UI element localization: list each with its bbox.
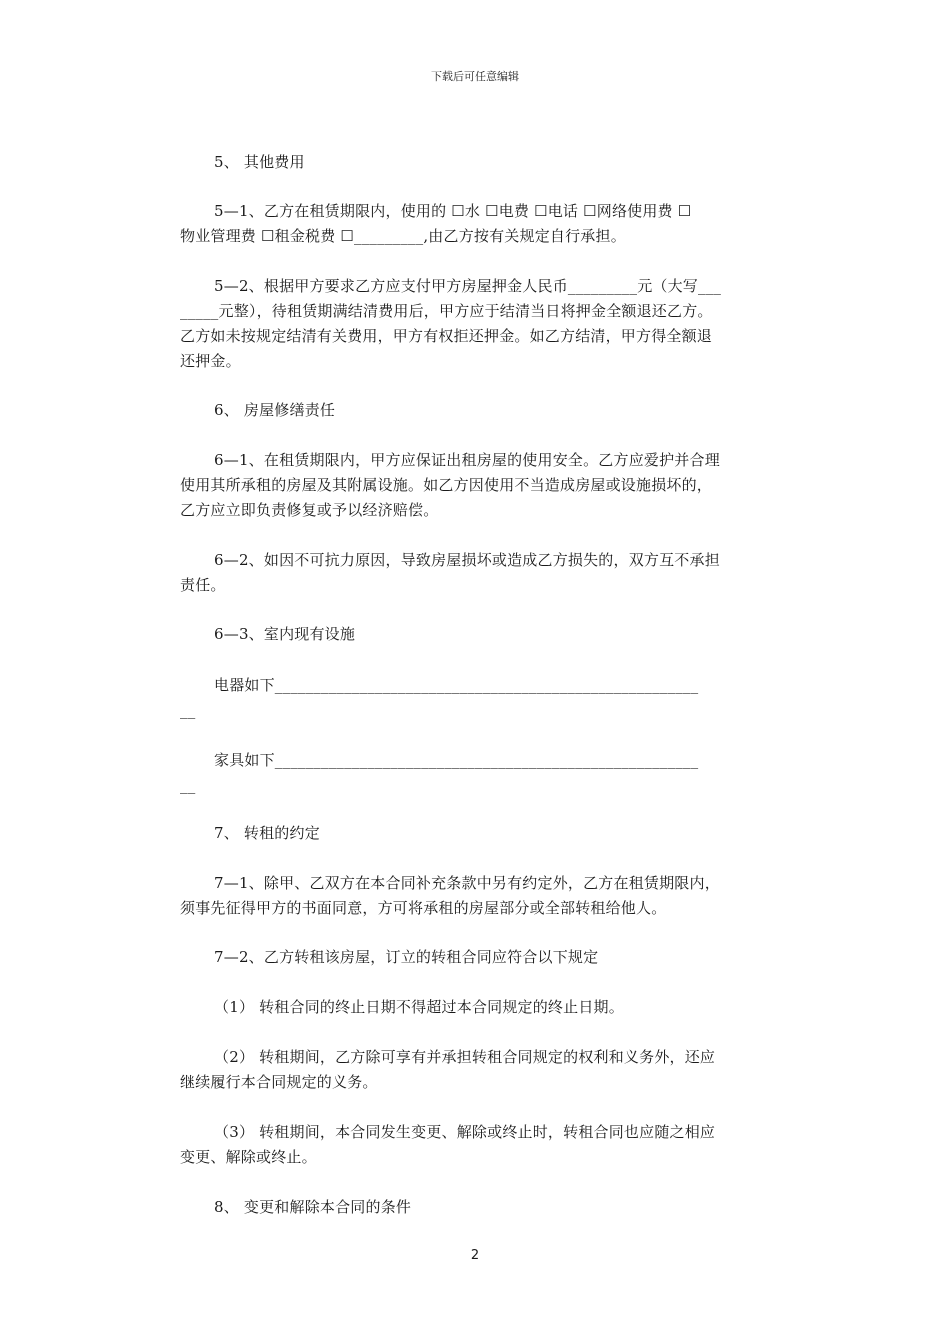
paragraph-line: 继续履行本合同规定的义务。: [180, 1073, 378, 1091]
section-heading-7: 7、 转租的约定: [214, 824, 320, 842]
paragraph-5-2: [180, 274, 770, 374]
paragraph-line: 乙方如未按规定结清有关费用，甲方有权拒还押金。如乙方结清，甲方得全额退: [180, 327, 713, 345]
appliances-line: [180, 673, 770, 723]
section-heading-6: 6、 房屋修缮责任: [214, 401, 336, 419]
furniture-fill-line-continued: __: [180, 776, 196, 794]
paragraph-line: 5—1、乙方在租赁期限内，使用的 ☐水 ☐电费 ☐电话 ☐网络使用费 ☐: [214, 202, 692, 220]
paragraph-line: 5—2、根据甲方要求乙方应支付甲方房屋押金人民币_________元（大写___: [214, 277, 722, 295]
paragraph-6-1: [180, 448, 770, 523]
paragraph-line: 乙方应立即负责修复或予以经济赔偿。: [180, 501, 439, 519]
paragraph-line: 7—1、除甲、乙双方在本合同补充条款中另有约定外，乙方在租赁期限内，: [214, 874, 720, 892]
furniture-line: [180, 748, 770, 798]
page-number: 2: [470, 1248, 480, 1263]
furniture-fill-line: 家具如下_______________________________________________________: [214, 751, 699, 769]
appliances-fill-line-continued: __: [180, 701, 196, 719]
clause-7-2-2: [180, 1045, 770, 1095]
paragraph-line: _____元整），待租赁期满结清费用后，甲方应于结清当日将押金全额退还乙方。: [180, 302, 713, 320]
paragraph-line: 责任。: [180, 576, 226, 594]
paragraph-line: （2） 转租期间，乙方除可享有并承担转租合同规定的权利和义务外，还应: [214, 1048, 716, 1066]
page-header: 下载后可任意编辑: [431, 70, 519, 83]
clause-7-2-1: （1） 转租合同的终止日期不得超过本合同规定的终止日期。: [214, 998, 624, 1016]
section-heading-5: 5、 其他费用: [214, 153, 305, 171]
paragraph-line: 使用其所承租的房屋及其附属设施。如乙方因使用不当造成房屋或设施损坏的，: [180, 476, 713, 494]
section-heading-7-2: 7—2、乙方转租该房屋，订立的转租合同应符合以下规定: [214, 948, 599, 966]
paragraph-7-1: [180, 871, 770, 921]
appliances-fill-line: 电器如下_______________________________________________________: [214, 676, 699, 694]
paragraph-line: 须事先征得甲方的书面同意，方可将承租的房屋部分或全部转租给他人。: [180, 899, 667, 917]
paragraph-line: （3） 转租期间，本合同发生变更、解除或终止时，转租合同也应随之相应: [214, 1123, 716, 1141]
paragraph-6-2: [180, 548, 770, 598]
section-heading-8: 8、 变更和解除本合同的条件: [214, 1198, 412, 1216]
paragraph-line: 6—1、在租赁期限内，甲方应保证出租房屋的使用安全。乙方应爱护并合理: [214, 451, 720, 469]
paragraph-line: 还押金。: [180, 352, 241, 370]
paragraph-line: 物业管理费 ☐租金税费 ☐_________,由乙方按有关规定自行承担。: [180, 227, 626, 245]
section-heading-6-3: 6—3、室内现有设施: [214, 625, 356, 643]
clause-7-2-3: [180, 1120, 770, 1170]
paragraph-line: 变更、解除或终止。: [180, 1148, 317, 1166]
paragraph-5-1: [180, 199, 770, 249]
paragraph-line: 6—2、如因不可抗力原因，导致房屋损坏或造成乙方损失的，双方互不承担: [214, 551, 720, 569]
